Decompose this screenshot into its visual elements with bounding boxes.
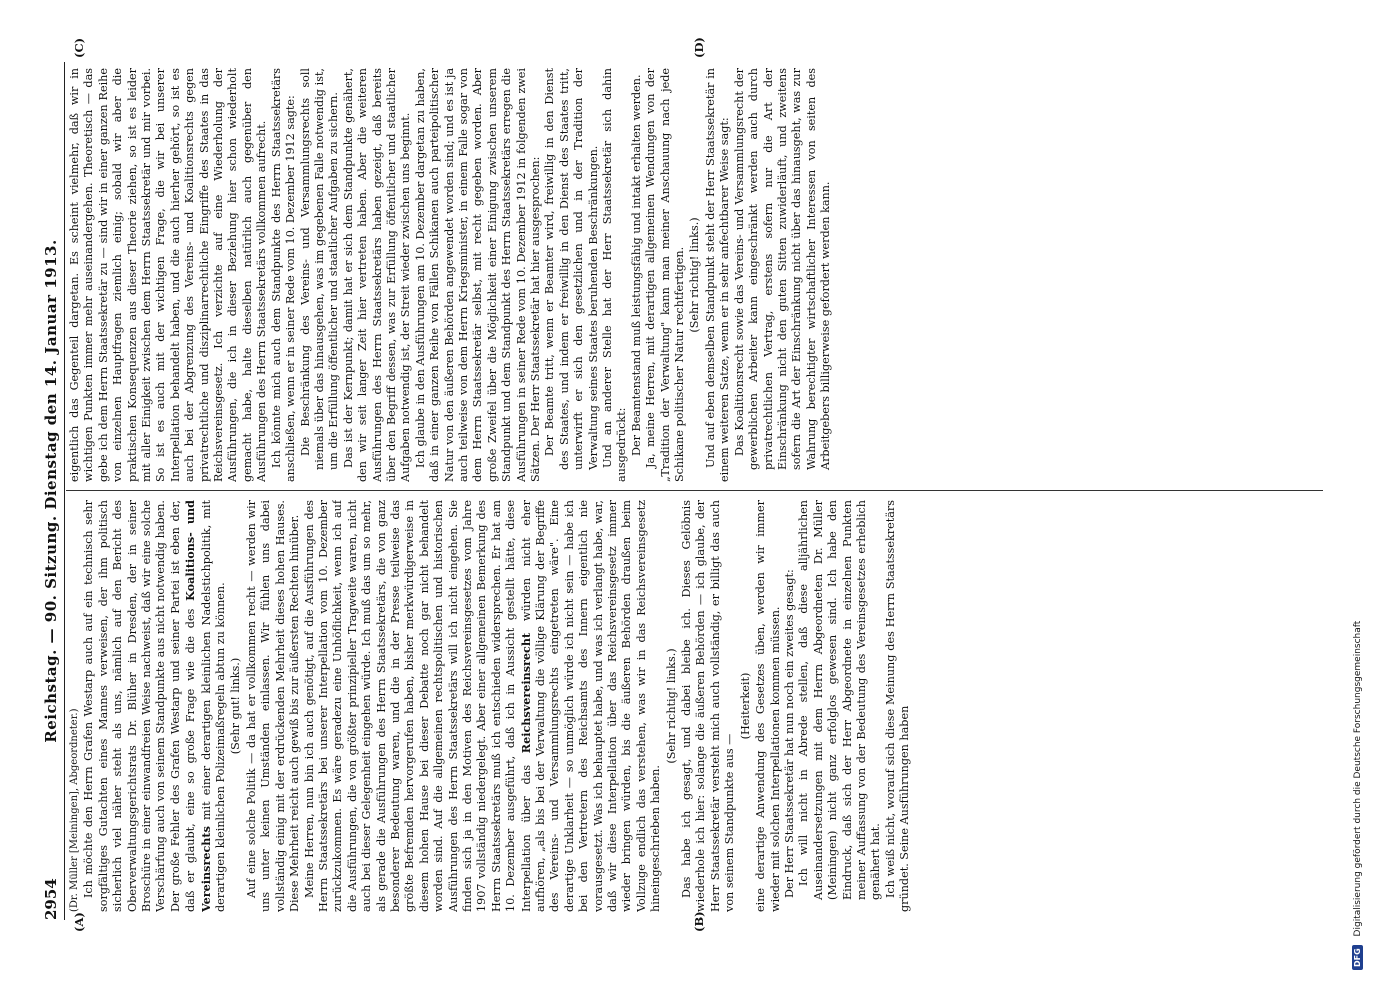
quotation: Der Beamte tritt, wenn er Beamter wird, freiwillig in den Dienst des Staates, und indem er freiwillig in den Dienst des Staates tritt, unterwirft er sich den gesetzlichen und in der Tradition der Verwaltung seines Staates beruhenden Beschränkungen. <box>543 68 600 470</box>
column-divider <box>66 490 1323 491</box>
paragraph: Und an anderer Stelle hat der Herr Staatssekretär sich dahin ausgedrückt: <box>601 68 629 482</box>
paragraph: Ich weiß nicht, worauf sich diese Meinung des Herrn Staatssekretärs gründet. Seine Ausführungen haben <box>883 500 912 912</box>
digitization-note <box>1352 70 1363 970</box>
quotation: Die Beschränkung des Vereins- und Versammlungsrechts soll niemals über das hinausgehen, was im gegebenen Falle notwendig ist, um die Erfüllung öffentlicher und staatlicher Aufgaben zu sichern. <box>298 68 341 470</box>
paragraph: Ich könnte mich auch dem Standpunkte des Herrn Staatssekretärs anschließen, wenn er in seiner Rede vom 10. Dezember 1912 sagte: <box>269 68 298 482</box>
paragraph: Ich glaube in den Ausführungen am 10. Dezember dargetan zu haben, daß in einer ganzen Reihe von Fällen Schikanen auch parteipolitischer Natur von den äußeren Behörden angewendet worden sind; und es ist ja auch teilweise von dem Herrn Kriegsminister, in einem Falle sogar von dem Herrn Staatssekretär selbst, mit recht gegeben worden. Aber große Zweifel über die Möglichkeit einer Einigung zwischen unserem Standpunkt und dem Standpunkt des Herrn Staatssekretärs erregen die Ausführungen in seiner Rede vom 10. Dezember 1912 in folgenden zwei Sätzen. Der Herr Staatssekretär hat hier ausgesprochen: <box>413 68 542 482</box>
paragraph: Ja, meine Herren, mit derartigen allgemeinen Wendungen von der „Tradition der Verwaltung" kann man meiner Anschauung nach jede Schikane politischer Natur rechtfertigen. <box>644 68 687 482</box>
paragraph: Der Herr Staatssekretär hat nun noch ein zweites gesagt: <box>782 569 796 898</box>
paragraph: Und auf eben demselben Standpunkt steht der Herr Staatssekretär in einem weiteren Satze, wenn er in sehr anfechtbarer Weise sagt: <box>703 68 732 482</box>
margin-marker-a: (A) <box>72 912 86 932</box>
interjection: (Sehr richtig! links.) <box>688 217 702 333</box>
header-rule <box>64 62 65 920</box>
quotation: Das Koalitionsrecht sowie das Vereins- und Versammlungsrecht der gewerblichen Arbeiter kann eingeschränkt werden auch durch privatrechtlichen Vertrag, erstens sofern nur die Art der Einschränkung nicht den guten Sitten zuwiderläuft, und zweitens sofern die Art der Einschränkung nicht über das hinausgeht, was zur Wahrung berechtigter wirtschaftlicher Interessen von seiten des Arbeitgebers billigerweise gefordert werden kann. <box>732 68 833 470</box>
quotation: Der Beamtenstand muß leistungsfähig und intakt erhalten werden. <box>629 74 643 456</box>
margin-marker-d: (D) <box>692 37 706 58</box>
paragraph: eine derartige Anwendung des Gesetzes üben, werden wir immer wieder mit solchen Interpellationen kommen müssen. <box>754 500 782 912</box>
page-title: Reichstag. — 90. Sitzung. Dienstag den 14. Januar 1913. <box>42 239 60 743</box>
paragraph: Ich möchte den Herrn Grafen Westarp auch auf ein technisch sehr sorgfältiges Gutachten eines Mannes verweisen, der ihm politisch sicherlich viel näher steht als uns, nämlich auf den Bericht des Oberverwaltungsgerichtsrats Dr. Blüher in Dresden, der in seiner Broschüre in einer einwandfreien Weise nachweist, daß wir eine solche Verschärfung auch von seinem Standpunkte aus nicht notwendig haben. Der große Fehler des Grafen Westarp und seiner Partei ist eben der, daß er glaubt, eine so große Frage wie die des Koalitions- und Vereinsrechts mit einer derartigen kleinlichen Nadelstichpolitik, mit derartigen kleinlichen Polizeimaßregeln abtun zu können. <box>82 500 228 912</box>
digitization-credit: Digitalisierung gefördert durch die Deutsche Forschungsgemeinschaft <box>1353 620 1363 937</box>
right-column <box>68 68 1323 482</box>
paragraph: Auf eine solche Politik — da hat er vollkommen recht — werden wir uns unter keinen Umständen einlassen. Wir fühlen uns dabei vollständig einig mit der erdrückenden Mehrheit dieses hohen Hauses. Diese Mehrheit reicht auch gewiß bis zur äußersten Rechten hinüber. <box>244 500 302 912</box>
page-number: 2954 <box>42 878 60 920</box>
speaker-tag: (Dr. Müller [Meiningen], Abgeordneter.) <box>69 708 80 912</box>
paragraph: Das habe ich gesagt, und dabei bleibe ich. Dieses Gelöbnis wiederhole ich hier: solange die äußeren Behörden — ich glaube, der Herr Staatssekretär versteht mich auch vollständig, er billigt das auch von seinem Standpunkte aus — <box>680 500 737 912</box>
page-header <box>38 62 64 920</box>
paragraph: eigentlich das Gegenteil dargetan. Es scheint vielmehr, daß wir in wichtigen Punkten immer mehr auseinandergehen. Theoretisch — das gebe ich dem Herrn Staatssekretär zu — sind wir in einer ganzen Reihe von einzelnen Hauptfragen ziemlich einig; sobald wir aber die praktischen Konsequenzen aus dieser Theorie ziehen, so ist es leider mit aller Einigkeit zwischen dem Herrn Staatssekretär und mir vorbei. So ist es auch mit der wichtigen Frage, die wir bei unserer Interpellation behandelt haben, und die auch hierher gehört, so ist es auch bei der Abgrenzung des Vereins- und Koalitionsrechts gegen privatrechtliche und disziplinarrechtliche Eingriffe des Staates in das Reichsvereinsgesetz. Ich verzichte auf eine Wiederholung der Ausführungen, die ich in dieser Beziehung hier schon wiederholt gemacht habe, halte dieselben natürlich auch gegenüber den Ausführungen des Herrn Staatssekretärs vollkommen aufrecht. <box>68 68 269 482</box>
paragraph: Das ist der Kernpunkt; damit hat er sich dem Standpunkte genähert, den wir seit langer Zeit hier vertreten haben. Aber die weiteren Ausführungen des Herrn Staatssekretärs haben gezeigt, daß bereits über den Begriff dessen, was zur Erfüllung öffentlicher und staatlicher Aufgaben notwendig ist, der Streit wieder zwischen uns beginnt. <box>341 68 413 482</box>
dfg-logo: DFG <box>1352 945 1363 970</box>
paragraph: Meine Herren, nun bin ich auch genötigt, auf die Ausführungen des Herrn Staatssekretärs bei unserer Interpellation vom 10. Dezember zurückzukommen. Es wäre geradezu eine Unhöflichkeit, wenn ich auf die Ausführungen, die von größter prinzipieller Tragweite waren, nicht auch bei dieser Gelegenheit eingehen würde. Ich muß das um so mehr, als gerade die Ausführungen des Herrn Staatssekretärs, die von ganz besonderer Bedeutung waren, und die in der Presse teilweise das größte Befremden hervorgerufen haben, bisher merkwürdigerweise in diesem hohen Hause bei dieser Debatte noch gar nicht behandelt worden sind. Auf die allgemeinen rechtspolitischen und historischen Ausführungen des Herrn Staatssekretärs will ich nicht eingehen. Sie finden sich ja in den Motiven des Reichsvereinsgesetzes vom Jahre 1907 vollständig niedergelegt. Aber einer allgemeinen Bemerkung des Herrn Staatssekretärs muß ich entschieden widersprechen. Er hat am 10. Dezember ausgeführt, daß ich in Aussicht gestellt hätte, diese Interpellation über das Reichsvereinsrecht würden nicht eher aufhören, „als bis bei der Verwaltung die völlige Klärung der Begriffe des Vereins- und Versammlungsrechts eingetreten wäre". Eine derartige Unklarheit — so unmöglich würde ich nicht sein — habe ich bei den Vertretern des Reichsamts des Innern eigentlich nie vorausgesetzt. Was ich behauptet habe, und was ich verlangt habe, war, daß wir diese Interpellation über das Reichsvereinsgesetz immer wieder bringen würden, bis die äußeren Behörden draußen beim Vollzuge endlich das verstehen, was wir in das Reichsvereinsgesetz hineingeschrieben haben. <box>302 500 663 912</box>
quotation: Ich will nicht in Abrede stellen, daß diese alljährlichen Auseinandersetzungen mit dem Herrn Abgeordneten Dr. Müller (Meiningen) nicht ganz erfolglos gewesen sind. Ich habe den Eindruck, daß sich der Herr Abgeordnete in einzelnen Punkten meiner Auffassung von der Bedeutung des Vereinsgesetzes erheblich genähert hat. <box>797 500 883 900</box>
left-column <box>68 500 1323 912</box>
margin-marker-c: (C) <box>72 37 86 58</box>
margin-marker-b: (B) <box>692 911 706 932</box>
interjection: (Heiterkeit) <box>738 672 752 740</box>
interjection: (Sehr gut! links.) <box>229 657 243 755</box>
bold-term: Koalitions- und Vereinsrechts <box>183 500 213 912</box>
interjection: (Sehr richtig! links.) <box>664 648 678 764</box>
bold-term: Reichsvereinsrecht <box>518 632 533 754</box>
